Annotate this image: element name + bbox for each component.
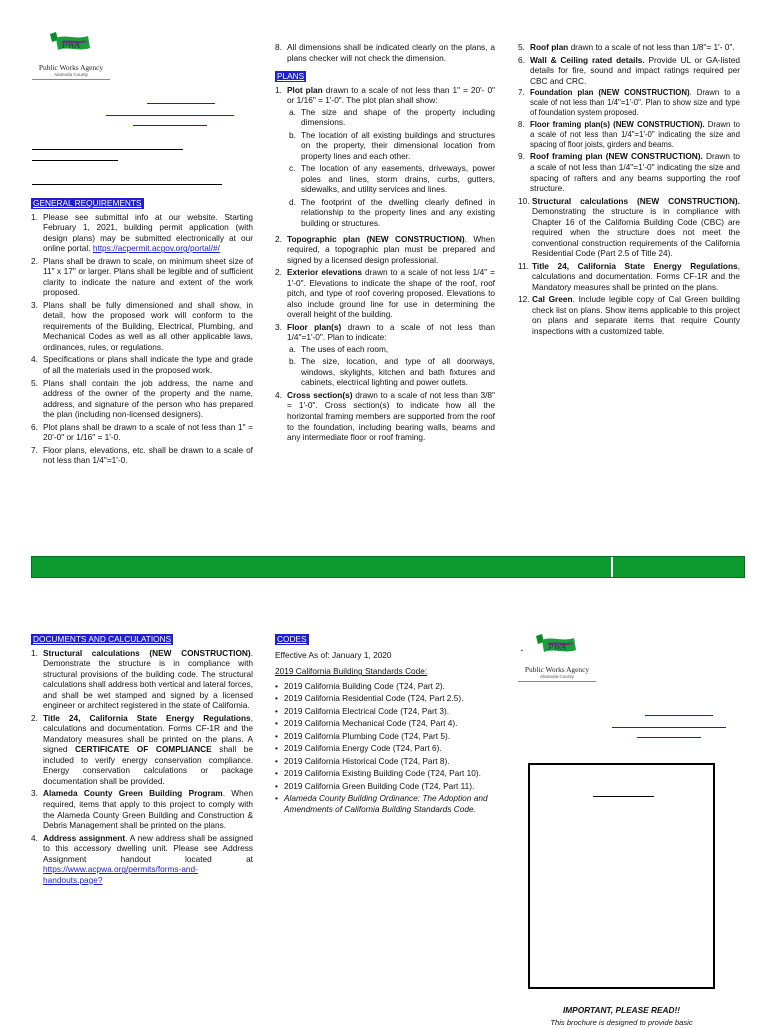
green-divider-band: [31, 556, 745, 578]
portal-link[interactable]: https://acpermit.acgov.org/portal/#/: [92, 243, 220, 254]
code-item: • 2019 California Electrical Code (T24, Part 3).: [275, 705, 450, 716]
cover-address-line-1: [645, 715, 713, 716]
logo-mark-text: PWA: [62, 40, 80, 50]
address-handout-link[interactable]: https://www.acpwa.org/permits/forms-and-handouts.page?: [43, 864, 198, 885]
address-line-1: [147, 103, 215, 104]
list-item: 10. Structural calculations (NEW CONSTRUCTION). Demonstrating the structure is in compliance with Chapter 16 of the California Building Code (CBC) are required when the structure does not meet the conventional construction requirements of the California Residential Code (Part 2.5 of Title 24).: [518, 195, 740, 259]
list-item: 3. Floor plan(s) drawn to a scale of not less than 1/4"=1'-0". Plan to indicate: a. The uses of each room, b. The size, location, and type of all doorways, windows, skylights, kitchen and bath fixtures and cabinets, electrical lighting and power outlets.: [275, 321, 495, 388]
sub-list-item: c. The location of any easements, driveways, power poles and lines, storm drains, curbs, gutters, sidewalks, and utility services and lines.: [289, 163, 495, 195]
important-notice: IMPORTANT, PLEASE READ!!: [562, 1005, 681, 1015]
general-requirements-section: [31, 198, 253, 468]
list-item: 9. Roof framing plan (NEW CONSTRUCTION). Drawn to a scale of not less than 1/4"=1'-0" indicating the size and spacing of rafters and any beams supporting the roof structure.: [518, 151, 740, 194]
list-item: 4. Address assignment. A new address shall be assigned to this accessory dwelling unit. Please see Address Assignment handout located at https://www.acpwa.org/permits/forms-and-handouts.page?: [31, 832, 253, 885]
list-item: 3. Plans shall be fully dimensioned and shall show, in detail, how the proposed work will conform to the requirements of the Building, Electrical, Plumbing, and Mechanical Codes as well as all other applicable laws, ordinances, rules, or regulations.: [31, 299, 253, 352]
list-item: 7. Foundation plan (NEW CONSTRUCTION). Drawn to a scale of not less than 1/4"=1'-0". Plan to show size and type of foundation system proposed.: [518, 88, 740, 117]
title-line-3: [32, 184, 222, 185]
list-item: 3. Alameda County Green Building Program. When required, items that apply to this project to comply with the Alameda County Green Building and Construction & Debris Management shall be printed on the plans.: [31, 788, 253, 831]
list-item: 2. Exterior elevations drawn to a scale of not less 1/4" = 1'-0". Elevations to indicate the shape of the roof, roof pitch, and type of roof covering proposed. Elevations to also include ground line for use in determining the overall height of the building.: [275, 267, 496, 320]
sub-list-item: d. The footprint of the dwelling clearly defined in relationship to the property lines and any existing building or structures.: [289, 196, 495, 228]
plans-list-cont: [518, 42, 740, 337]
list-item: 6. Plot plans shall be drawn to a scale of not less than 1" = 20'-0" or 1/16" = 1'-0.: [31, 421, 253, 443]
code-item: • 2019 California Historical Code (T24, Part 8).: [275, 755, 450, 766]
title-line-1: [32, 149, 183, 150]
codes-list: [275, 681, 495, 815]
list-item: 12. Cal Green. Include legible copy of Cal Green building check list on plans. Show items applicable to this project on plans and separate items that require County inspections with a customized table.: [518, 294, 740, 336]
codes-subheading: 2019 California Building Standards Code:: [275, 666, 428, 677]
list-item: 8. All dimensions shall be indicated clearly on the plans, a plans checker will not check the dimension.: [275, 42, 495, 63]
codes-effective-date: Effective As of: January 1, 2020: [275, 649, 392, 660]
sub-list-item: a. The size and shape of the property including dimensions.: [289, 106, 495, 128]
list-item: 6. Wall & Ceiling rated details. Provide UL or GA-listed details for fire, sound and impact ratings required per CBC and CRC.: [518, 54, 740, 86]
address-line-2: [106, 115, 234, 116]
cover-title-box: [528, 763, 715, 989]
list-item: 8. Floor framing plan(s) (NEW CONSTRUCTION). Drawn to a scale of not less than 1/4"=1'-0" indicating the size and spacing of floor joists, girders and beams.: [518, 119, 740, 149]
general-requirements-list: [31, 212, 253, 466]
title-line-2: [32, 160, 118, 161]
list-item: 7. Floor plans, elevations, etc. shall be drawn to a scale of not less than 1/4"=1'-0.: [31, 444, 253, 466]
code-item: • 2019 California Existing Building Code (T24, Part 10).: [275, 768, 481, 779]
agency-county: Alameda County: [54, 71, 88, 77]
brochure-note: This brochure is designed to provide basic: [550, 1018, 693, 1027]
general-requirements-heading: GENERAL REQUIREMENTS: [33, 198, 142, 208]
agency-name: Public Works Agency: [38, 62, 104, 72]
cover-address-line-2: [612, 727, 726, 728]
agency-logo-cover: [518, 632, 596, 682]
pwa-logo-icon: [518, 632, 596, 662]
list-item: 1. Please see submittal info at our website. Starting February 1, 2021, building permit application (with design plans) may be submitted electronically at our online portal. https://acpermit.acgov.org/portal/#/: [31, 211, 253, 254]
plans-list: [275, 85, 495, 443]
logo-rule: [32, 79, 110, 80]
plans-heading: PLANS: [277, 71, 305, 82]
logo-rule: [518, 681, 596, 682]
documents-list: [31, 648, 253, 886]
agency-logo-top: [32, 30, 110, 80]
list-item: 5. Plans shall contain the job address, the name and address of the owner of the property and the name, address, and signature of the person who has prepared the plan (including non-licensed designers).: [31, 377, 253, 420]
address-line-3: [133, 125, 207, 126]
codes-section: [275, 634, 495, 816]
agency-county: Alameda County: [540, 673, 574, 679]
general-requirements-list-cont: [275, 42, 495, 63]
plot-plan-sublist: [287, 107, 495, 229]
pwa-logo-icon: [32, 30, 110, 60]
list-item: 2. Plans shall be drawn to scale, on minimum sheet size of 11" x 17" or larger. Plans shall be legible and of sufficient clarity to indicate the nature and extent of the work proposed.: [31, 255, 253, 298]
list-item: 4. Specifications or plans shall indicate the type and grade of all the materials used in the proposed work.: [31, 354, 253, 375]
sub-list-item: b. The size, location, and type of all doorways, windows, skylights, kitchen and bath fixtures and cabinets, electrical lighting and power outlets.: [289, 356, 495, 388]
list-item: 1. Plot plan drawn to a scale of not less than 1" = 20'- 0" or 1/16" = 1'-0". The plot plan shall show: a. The size and shape of the property including dimensions. b. The location of all existing buildings and structures on the property, their dimensional location from property lines and each other. c. The location of any easements, driveways, power poles and lines, storm drains, curbs, gutters, sidewalks, and utility services and lines. d. The footprint of the dwelling clearly defined in relationship to the property lines and any existing building or structures.: [275, 84, 495, 228]
agency-name: Public Works Agency: [524, 664, 590, 674]
logo-mark-text: PWA: [548, 642, 566, 652]
cover-title-line: [593, 796, 654, 797]
list-item: 11. Title 24, California State Energy Regulations, calculations and documentation. Forms CF-1R and the Mandatory measures shall be printed on the plans.: [518, 260, 740, 292]
sub-list-item: b. The location of all existing buildings and structures on the property, their dimensional location from property lines and each other.: [289, 129, 495, 161]
band-separator: [611, 557, 613, 577]
codes-heading: CODES: [277, 634, 307, 644]
code-item: • Alameda County Building Ordinance: The Adoption and Amendments of California Building Standards Code.: [275, 793, 488, 814]
code-item: • 2019 California Green Building Code (T24, Part 11).: [275, 780, 475, 791]
documents-heading: DOCUMENTS AND CALCULATIONS: [33, 634, 172, 644]
list-item: 1. Structural calculations (NEW CONSTRUCTION). Demonstrate the structure is in compliance with structural provisions of the building code. The structural calculations shall address both vertical and lateral forces, and shall be wet stamped and signed by a licensed engineer or architect registered in the state of California.: [31, 647, 253, 711]
code-item: • 2019 California Mechanical Code (T24, Part 4).: [275, 718, 458, 729]
list-item: 4. Cross section(s) drawn to a scale of not less than 3/8" = 1'-0". Cross section(s) to indicate how all the horizontal framing members are supported from the roof to the foundation, including bearing walls, beams and any intermediate floor or roof framing.: [275, 389, 495, 443]
sub-list-item: a. The uses of each room,: [289, 343, 389, 354]
plans-continued-section: [518, 42, 740, 339]
list-item: 5. Roof plan drawn to a scale of not less than 1/8"= 1'- 0".: [518, 42, 735, 52]
code-item: • 2019 California Energy Code (T24, Part 6).: [275, 743, 442, 754]
code-item: • 2019 California Residential Code (T24, Part 2.5).: [275, 693, 464, 704]
list-item: 2. Title 24, California State Energy Regulations, calculations and documentation. Forms CF-1R and the Mandatory measures shall be printed on the plans. A signed CERTIFICATE OF COMPLIANCE shall be included to verify energy conservation compliance. Energy conservation calculations or package documentation shall be provided.: [31, 712, 254, 786]
documents-section: [31, 634, 253, 887]
list-item: 2. Topographic plan (NEW CONSTRUCTION). When required, a topographic plan must be prepared and signed by a licensed design professional.: [275, 233, 495, 265]
cover-bullet: ▪: [521, 648, 523, 654]
floor-plan-sublist: [287, 344, 495, 388]
code-item: • 2019 California Building Code (T24, Part 2).: [275, 680, 445, 691]
plans-section: [275, 42, 495, 445]
cover-address-line-3: [637, 737, 701, 738]
code-item: • 2019 California Plumbing Code (T24, Part 5).: [275, 730, 451, 741]
